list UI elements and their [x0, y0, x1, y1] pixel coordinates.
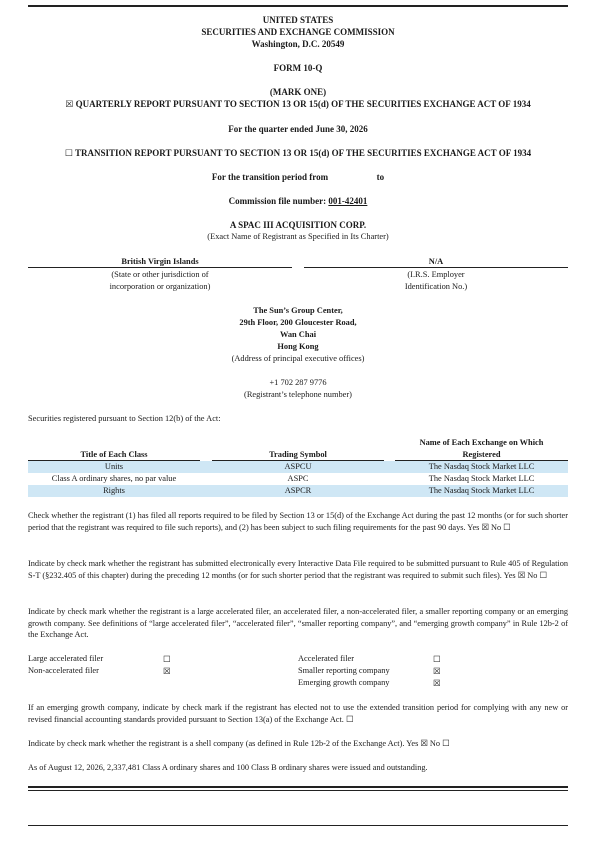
address-line-2: 29th Floor, 200 Gloucester Road, — [239, 318, 357, 327]
quarterly-report-text: QUARTERLY REPORT PURSUANT TO SECTION 13 OR 15(d) OF THE SECURITIES EXCHANGE ACT OF 1934 — [75, 99, 531, 109]
quarter-ended: For the quarter ended June 30, 2026 — [228, 124, 368, 134]
shell-company-paragraph: Indicate by check mark whether the registrant is a shell company (as defined in Rule 12b-2 of the Exchange Act). Yes ☒ No ☐ — [28, 739, 450, 748]
quarterly-checkbox: ☒ — [65, 99, 74, 109]
jurisdiction-caption-2: incorporation or organization) — [109, 282, 211, 291]
jurisdiction-underline — [28, 267, 292, 268]
header-line-1: UNITED STATES — [262, 15, 334, 25]
transition-to-label: to — [376, 172, 385, 182]
address-caption: (Address of principal executive offices) — [231, 354, 365, 363]
large-accelerated-filer-label: Large accelerated filer — [28, 654, 104, 663]
emerging-growth-company-checkbox: ☒ — [433, 679, 441, 688]
table-cell-exchange: The Nasdaq Stock Market LLC — [428, 486, 535, 495]
non-accelerated-filer-label: Non-accelerated filer — [28, 666, 99, 675]
extended-transition-paragraph: If an emerging growth company, indicate by check mark if the registrant has elected not to use the extended transition period for complying with any new or revised financial accounting standards provided pursuant to Section 13(a) of the Exchange Act. ☐ — [28, 703, 568, 724]
table-row — [28, 485, 568, 497]
irs-caption-2: Identification No.) — [404, 282, 468, 291]
smaller-reporting-company-checkbox: ☒ — [433, 667, 441, 676]
footer-rule — [28, 825, 568, 826]
transition-period — [0, 172, 596, 182]
transition-report-text: TRANSITION REPORT PURSUANT TO SECTION 13 OR 15(d) OF THE SECURITIES EXCHANGE ACT OF 1934 — [75, 148, 532, 158]
filer-definition-paragraph: Indicate by check mark whether the registrant is a large accelerated filer, an accelerated filer, a non-accelerated filer, a smaller reporting company or an emerging growth company. See definitions of “large accelerated filer”, “accelerated filer”, “smaller reporting company”, and “emerging growth company” in Rule 12b-2 of the Exchange Act. — [28, 607, 568, 639]
transition-checkbox: ☐ — [64, 148, 73, 158]
table-cell-exchange: The Nasdaq Stock Market LLC — [428, 462, 535, 471]
accelerated-filer-label: Accelerated filer — [298, 654, 355, 663]
table-row — [28, 473, 568, 485]
transition-report-line — [0, 148, 596, 159]
emerging-growth-company-label: Emerging growth company — [298, 678, 390, 687]
commission-file — [0, 196, 596, 206]
address-line-1: The Sun’s Group Center, — [253, 306, 343, 315]
top-rule — [28, 5, 568, 7]
header-line-2: SECURITIES AND EXCHANGE COMMISSION — [201, 27, 395, 37]
table-cell-title: Units — [104, 462, 124, 471]
commission-number: 001-42401 — [328, 196, 368, 206]
smaller-reporting-company-label: Smaller reporting company — [298, 666, 390, 675]
irs-underline — [304, 267, 568, 268]
reports-filed-paragraph: Check whether the registrant (1) has filed all reports required to be filed by Section 13 or 15(d) of the Exchange Act during the past 12 months (or for such shorter period that the registrant was required to file such reports), and (2) has been subject to such filing requirements for the past 90 days. Yes ☒ No ☐ — [28, 511, 568, 532]
interactive-data-paragraph: Indicate by check mark whether the registrant has submitted electronically every Interactive Data File required to be submitted pursuant to Rule 405 of Regulation S-T (§232.405 of this chapter) during the preceding 12 months (or for such shorter period that the registrant was required to submit such files). Yes ☒ No ☐ — [28, 559, 568, 580]
table-cell-exchange: The Nasdaq Stock Market LLC — [428, 474, 535, 483]
table-header-title: Title of Each Class — [80, 450, 148, 459]
bottom-double-rule-bottom — [28, 790, 568, 791]
table-cell-title: Class A ordinary shares, no par value — [51, 474, 177, 483]
jurisdiction-caption-1: (State or other jurisdiction of — [111, 270, 209, 279]
irs-value: N/A — [428, 257, 444, 266]
table-cell-title: Rights — [103, 486, 125, 495]
commission-label: Commission file number: — [228, 196, 327, 206]
header-line-3: Washington, D.C. 20549 — [251, 39, 345, 49]
accelerated-filer-checkbox: ☐ — [433, 655, 441, 664]
non-accelerated-filer-checkbox: ☒ — [163, 667, 171, 676]
address-line-4: Hong Kong — [277, 342, 319, 351]
jurisdiction-value: British Virgin Islands — [121, 257, 199, 266]
securities-intro: Securities registered pursuant to Section 12(b) of the Act: — [28, 414, 221, 423]
table-header-exchange-1: Name of Each Exchange on Which — [419, 438, 544, 447]
table-cell-symbol: ASPC — [287, 474, 309, 483]
table-header-symbol: Trading Symbol — [269, 450, 327, 459]
form-title: FORM 10-Q — [273, 63, 323, 73]
phone-caption: (Registrant’s telephone number) — [244, 390, 352, 399]
transition-from-label: For the transition period from — [211, 172, 329, 182]
bottom-double-rule-top — [28, 786, 568, 788]
registrant-name: A SPAC III ACQUISITION CORP. — [229, 220, 367, 230]
irs-caption-1: (I.R.S. Employer — [407, 270, 465, 279]
registrant-caption: (Exact Name of Registrant as Specified in Its Charter) — [207, 232, 389, 241]
table-row — [28, 461, 568, 473]
mark-one: (MARK ONE) — [269, 87, 327, 97]
table-cell-symbol: ASPCR — [284, 486, 312, 495]
table-cell-symbol: ASPCU — [284, 462, 312, 471]
large-accelerated-filer-checkbox: ☐ — [163, 655, 171, 664]
shares-outstanding-paragraph: As of August 12, 2026, 2,337,481 Class A ordinary shares and 100 Class B ordinary shares were issued and outstanding. — [28, 763, 428, 772]
phone-value: +1 702 287 9776 — [269, 378, 327, 387]
address-line-3: Wan Chai — [279, 330, 317, 339]
table-header-exchange-2: Registered — [462, 450, 501, 459]
quarterly-report-line — [0, 99, 596, 110]
